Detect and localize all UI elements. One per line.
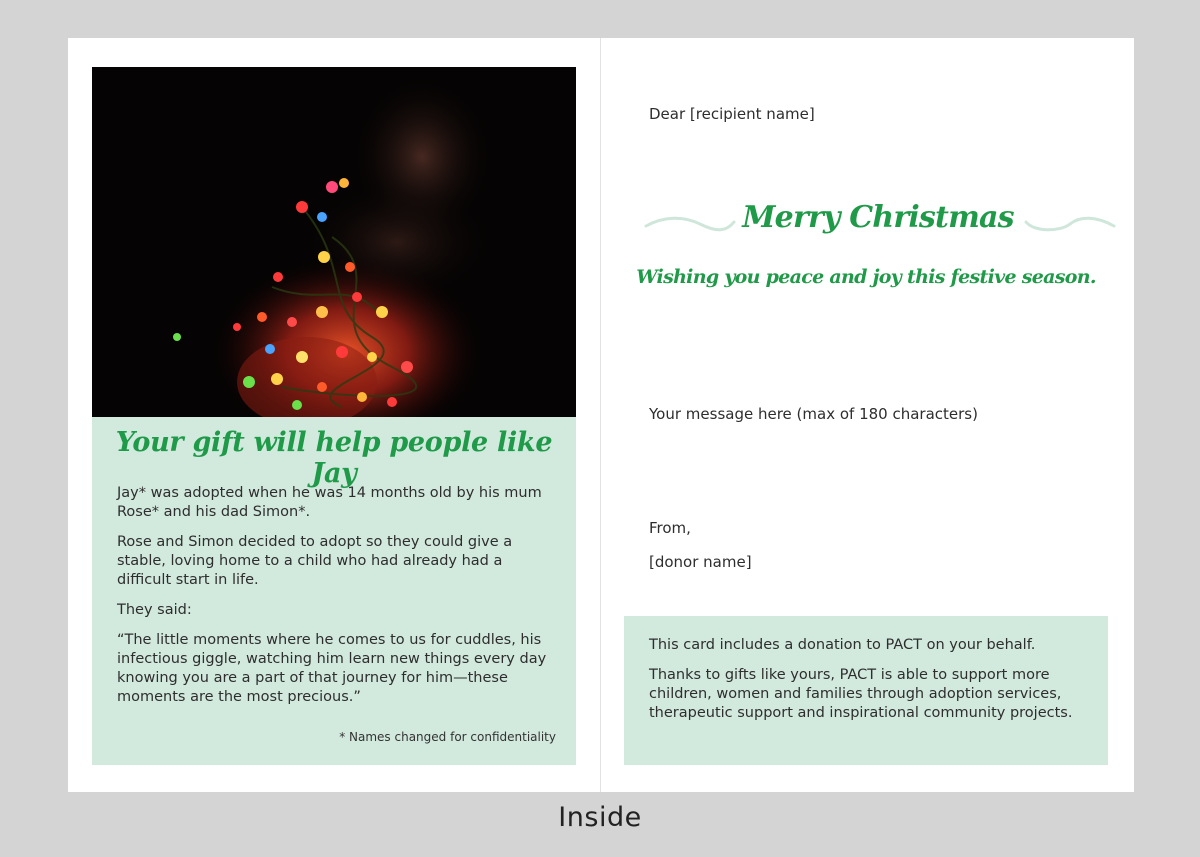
story-paragraph: Rose and Simon decided to adopt so they could give a stable, loving home to a child who had already had a difficult start in life. bbox=[117, 534, 513, 588]
story-paragraph: Jay* was adopted when he was 14 months old by his mum Rose* and his dad Simon*. bbox=[117, 485, 542, 520]
story-title: Your gift will help people like Jay bbox=[115, 427, 553, 489]
festive-wish-subheading: Wishing you peace and joy this festive season. bbox=[636, 266, 1096, 288]
left-swash-ornament bbox=[644, 214, 736, 234]
right-swash-ornament bbox=[1024, 214, 1116, 234]
story-quote: “The little moments where he comes to us for cuddles, his infectious giggle, watching him learn new things every day knowing you are a part of that journey for him—these moments are the most precious.” bbox=[117, 632, 547, 705]
donor-name: [donor name] bbox=[649, 553, 752, 571]
personal-message-placeholder: Your message here (max of 180 characters) bbox=[649, 405, 978, 423]
story-paragraph: They said: bbox=[117, 602, 192, 618]
recipient-greeting: Dear [recipient name] bbox=[649, 105, 815, 123]
card-fold-line bbox=[600, 38, 601, 792]
story-panel bbox=[92, 417, 576, 765]
merry-christmas-heading: Merry Christmas bbox=[742, 200, 1014, 235]
inside-caption: Inside bbox=[558, 802, 642, 833]
child-with-lights-photo bbox=[92, 67, 576, 417]
sign-off: From, bbox=[649, 519, 691, 537]
donation-info-box bbox=[624, 616, 1108, 765]
story-body bbox=[117, 484, 557, 718]
confidentiality-footnote: * Names changed for confidentiality bbox=[339, 730, 556, 744]
greeting-card-inside bbox=[68, 38, 1134, 792]
donation-note: This card includes a donation to PACT on your behalf. bbox=[649, 637, 1036, 653]
donation-body: Thanks to gifts like yours, PACT is able to support more children, women and families through adoption services, therapeutic support and inspirational community projects. bbox=[649, 667, 1073, 721]
